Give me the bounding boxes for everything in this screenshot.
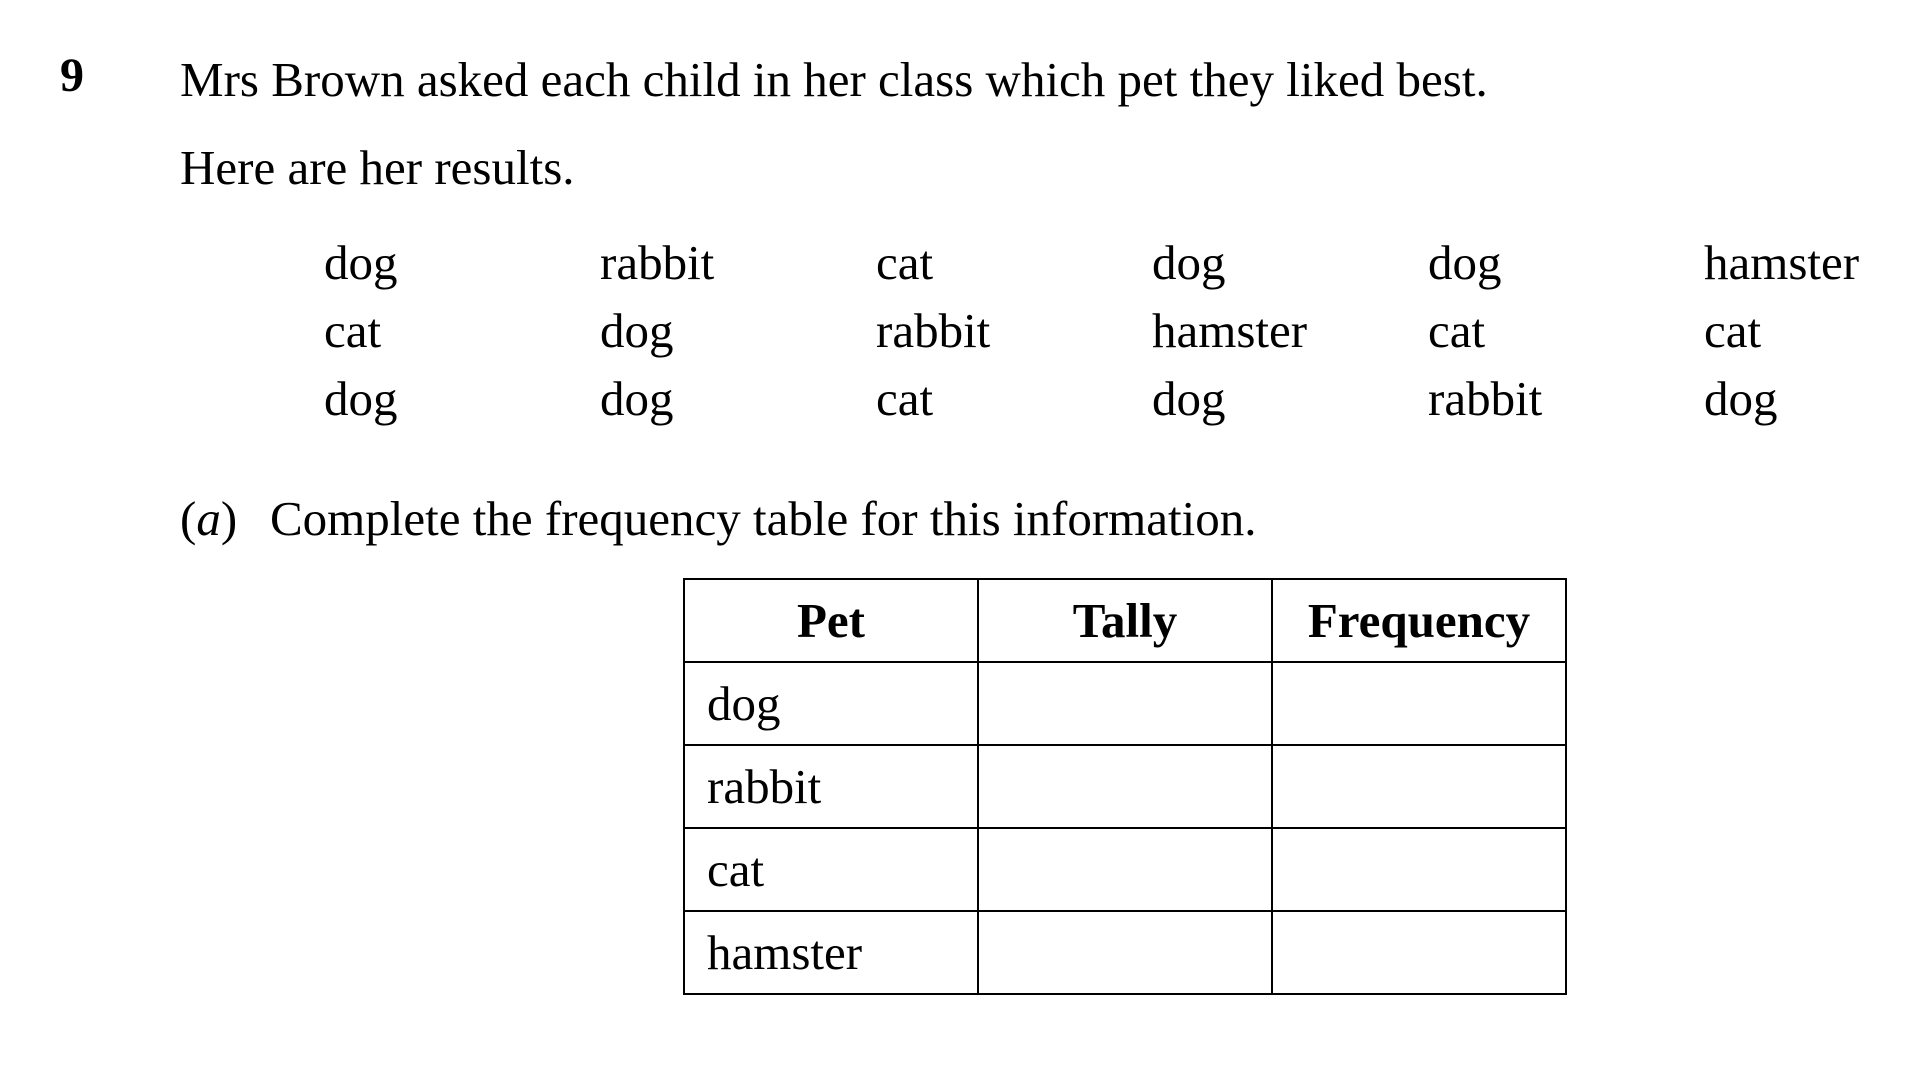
question-number: 9 [60, 49, 84, 102]
result-item: cat [324, 303, 382, 358]
pet-cell: hamster [684, 911, 978, 994]
tally-cell[interactable] [978, 745, 1272, 828]
result-item: dog [1428, 235, 1502, 290]
result-item: dog [600, 303, 674, 358]
header-tally: Tally [978, 579, 1272, 662]
frequency-table [683, 578, 1567, 995]
header-frequency: Frequency [1272, 579, 1566, 662]
table-row [684, 745, 1566, 828]
result-item: hamster [1704, 235, 1860, 290]
frequency-cell[interactable] [1272, 745, 1566, 828]
result-item: dog [1152, 235, 1226, 290]
tally-cell[interactable] [978, 662, 1272, 745]
result-item: cat [876, 235, 934, 290]
pet-cell: dog [684, 662, 978, 745]
result-item: hamster [1152, 303, 1308, 358]
table-header-row [684, 579, 1566, 662]
table-row [684, 662, 1566, 745]
result-item: dog [1704, 371, 1778, 426]
part-a-instruction [180, 491, 1257, 546]
question-intro: Mrs Brown asked each child in her class which pet they liked best. [180, 52, 1488, 107]
result-item: rabbit [600, 235, 715, 290]
result-item: rabbit [876, 303, 991, 358]
table-row [684, 911, 1566, 994]
part-a-label [180, 491, 270, 546]
pet-cell: cat [684, 828, 978, 911]
pet-cell: rabbit [684, 745, 978, 828]
result-item: dog [324, 371, 398, 426]
frequency-cell[interactable] [1272, 911, 1566, 994]
result-item: rabbit [1428, 371, 1543, 426]
part-a-label-open: ( [180, 491, 197, 546]
results-grid [324, 235, 1905, 442]
result-item: cat [876, 371, 934, 426]
result-item: cat [1428, 303, 1486, 358]
part-a-text: Complete the frequency table for this information. [270, 491, 1257, 546]
part-a-label-letter: a [196, 491, 221, 546]
results-intro: Here are her results. [180, 140, 575, 195]
result-item: dog [324, 235, 398, 290]
header-pet: Pet [684, 579, 978, 662]
tally-cell[interactable] [978, 828, 1272, 911]
tally-cell[interactable] [978, 911, 1272, 994]
table-row [684, 828, 1566, 911]
frequency-cell[interactable] [1272, 662, 1566, 745]
frequency-cell[interactable] [1272, 828, 1566, 911]
result-item: cat [1704, 303, 1762, 358]
part-a-label-close: ) [220, 491, 238, 546]
result-item: dog [600, 371, 674, 426]
result-item: dog [1152, 371, 1226, 426]
